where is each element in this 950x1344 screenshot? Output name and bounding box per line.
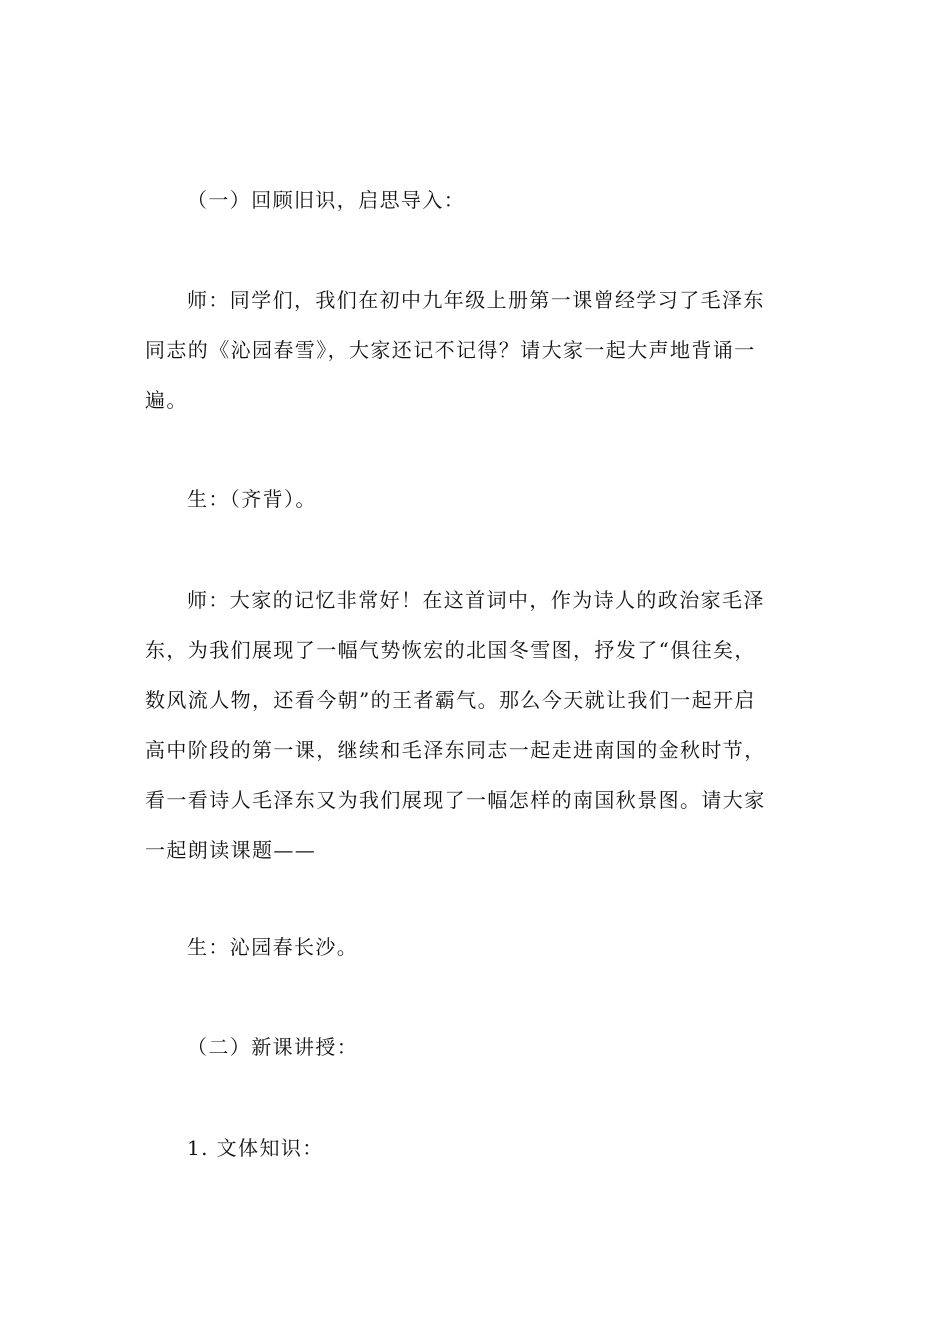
paragraph-line: 生：沁园春长沙。 [187,935,359,959]
section-heading-1-text: （一）回顾旧识，启思导入： [187,188,466,212]
paragraph-line: 生：（齐背）。 [187,487,317,511]
paragraph-line: 师：同学们，我们在初中九年级上册第一课曾经学习了毛泽东 [187,288,765,312]
paragraph-students-recite [145,474,805,524]
list-item-genre-knowledge [145,1123,805,1173]
list-item-text: 1. 文体知识： [187,1136,324,1160]
section-heading-2 [145,1022,805,1072]
paragraph-teacher-intro [145,275,805,425]
paragraph-line: 高中阶段的第一课，继续和毛泽东同志一起走进南国的金秋时节， [145,738,766,762]
paragraph-line: 东，为我们展现了一幅气势恢宏的北国冬雪图，抒发了“俱往矣， [145,638,756,662]
paragraph-line: 数风流人物，还看今朝”的王者霸气。那么今天就让我们一起开启 [145,688,756,712]
section-heading-1 [145,175,805,225]
paragraph-line: 看一看诗人毛泽东又为我们展现了一幅怎样的南国秋景图。请大家 [145,788,766,812]
paragraph-line: 师：大家的记忆非常好！在这首词中，作为诗人的政治家毛泽 [187,588,765,612]
paragraph-line: 同志的《沁园春雪》，大家还记不记得？请大家一起大声地背诵一 [145,338,756,362]
section-heading-2-text: （二）新课讲授： [187,1035,359,1059]
paragraph-teacher-transition [145,575,805,875]
paragraph-line: 一起朗读课题—— [145,838,317,862]
paragraph-students-title [145,922,805,972]
paragraph-line: 遍。 [145,388,188,412]
